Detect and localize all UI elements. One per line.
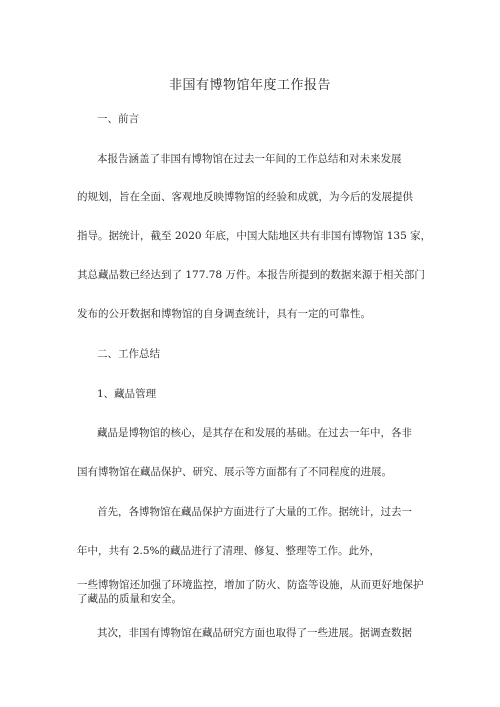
subsection-heading-collection: 1、藏品管理 bbox=[97, 388, 157, 400]
paragraph-line: 年中，共有 2.5%的藏品进行了清理、修复、整理等工作。此外， bbox=[77, 545, 381, 557]
section-heading-preface: 一、前言 bbox=[97, 113, 139, 125]
paragraph-line: 其总藏品数已经达到了 177.78 万件。本报告所提到的数据来源于相关部门 bbox=[77, 269, 425, 281]
paragraph-line: 指导。据统计，截至 2020 年底，中国大陆地区共有非国有博物馆 135 家， bbox=[77, 230, 432, 242]
paragraph-line: 发布的公开数据和博物馆的自身调查统计，具有一定的可靠性。 bbox=[77, 308, 371, 320]
paragraph-line: 一些博物馆还加强了环境监控，增加了防火、防盗等设施，从而更好地保护了藏品的质量和安全。 bbox=[77, 579, 424, 605]
paragraph-line: 国有博物馆在藏品保护、研究、展示等方面都有了不同程度的进展。 bbox=[77, 466, 392, 478]
paragraph-line: 藏品是博物馆的核心，是其存在和发展的基础。在过去一年中，各非 bbox=[97, 427, 412, 439]
document-title: 非国有博物馆年度工作报告 bbox=[168, 78, 331, 93]
section-heading-work-summary: 二、工作总结 bbox=[97, 348, 160, 360]
paragraph-line: 的规划，旨在全面、客观地反映博物馆的经验和成就，为今后的发展提供 bbox=[77, 191, 413, 203]
paragraph-line: 首先，各博物馆在藏品保护方面进行了大量的工作。据统计，过去一 bbox=[97, 506, 412, 518]
paragraph-line: 本报告涵盖了非国有博物馆在过去一年间的工作总结和对未来发展 bbox=[97, 153, 402, 165]
paragraph-line: 其次，非国有博物馆在藏品研究方面也取得了一些进展。据调查数据 bbox=[97, 627, 412, 639]
